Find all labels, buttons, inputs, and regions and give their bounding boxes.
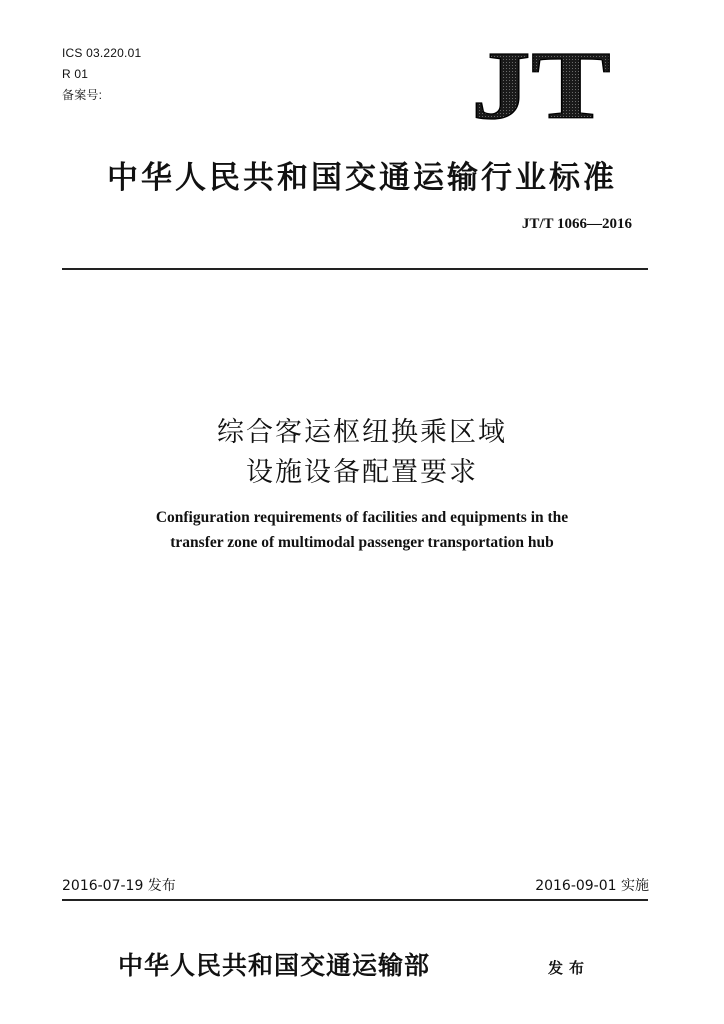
class-code: R 01: [62, 67, 89, 81]
classification-codes: [62, 43, 141, 106]
implementation-date: 2016-09-01 实施: [535, 878, 649, 894]
issuing-authority: 中华人民共和国交通运输部: [118, 951, 431, 980]
chinese-title-line-1: 综合客运枢纽换乘区域: [217, 417, 507, 448]
standard-category-title: 中华人民共和国交通运输行业标准: [107, 160, 617, 196]
top-divider: [62, 268, 648, 270]
issued-label: 发布: [548, 959, 591, 977]
bottom-divider: [62, 899, 648, 901]
record-number-label: 备案号:: [62, 88, 103, 102]
issue-date: 2016-07-19 发布: [62, 878, 176, 894]
standard-number: JT/T 1066—2016: [521, 216, 632, 232]
jt-logo: [469, 46, 614, 122]
english-title-line-2: transfer zone of multimodal passenger transportation hub: [170, 534, 554, 551]
chinese-title-line-2: 设施设备配置要求: [246, 457, 478, 488]
english-title-line-1: Configuration requirements of facilities and equipments in the: [155, 509, 569, 526]
logo-text: JT: [471, 46, 611, 122]
ics-code: ICS 03.220.01: [62, 46, 142, 60]
